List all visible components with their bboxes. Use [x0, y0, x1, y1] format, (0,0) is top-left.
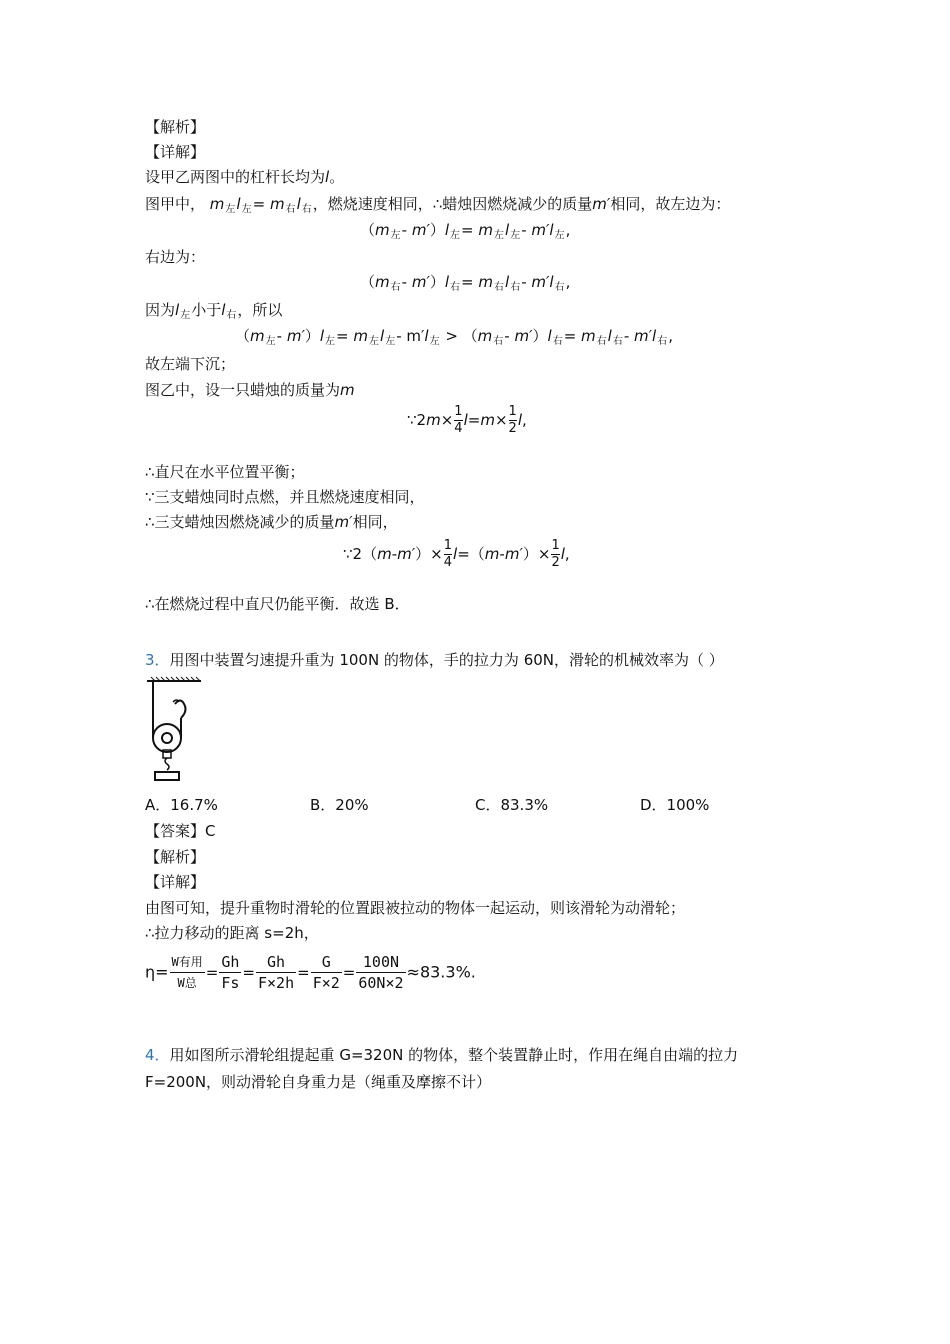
option-c: C．83.3%	[475, 796, 549, 814]
because-line: 因为$l_左$小于$l_右$，所以	[145, 301, 283, 321]
question-4: 4．用如图所示滑轮组提起重 G=320N 的物体，整个装置静止时，作用在绳自由端的拉力	[145, 1046, 739, 1064]
same-time-line: ∵三支蜡烛同时点燃，并且燃烧速度相同，	[145, 488, 425, 506]
option-a: A．16.7%	[145, 796, 218, 814]
q3-explain: 由图可知，提升重物时滑轮的位置跟被拉动的物体一起运动，则该滑轮为动滑轮；	[145, 899, 686, 917]
q2-paragraph-1: 设甲乙两图中的杠杆长均为l。	[145, 168, 345, 186]
balance-line: ∴直尺在水平位置平衡；	[145, 463, 305, 481]
answer-label: 【答案】C	[145, 822, 216, 840]
question-number: 4．	[145, 1046, 170, 1064]
equation-right-side: （$m_右-$ $m')l_右= m_右l_右-$ $m'l_右$,	[360, 273, 571, 293]
efficiency-equation: η= $\frac{\text{W有用}}{\text{W总}}$ = $\frac{Gh}{Fs}$ = $\frac{Gh}{F\times 2h}$ = $\frac{G}{F\times 2}$ = $\frac{100N}{60N\times 2}$ ≈83.3%.	[145, 953, 476, 992]
q2-paragraph-2: 图甲中， $m_左l_左= m_右l_右$，燃烧速度相同，∴蜡烛因燃烧减少的质量m′相同，故左边为：	[145, 195, 731, 215]
same-mass-line: ∴三支蜡烛因燃烧减少的质量m′相同，	[145, 513, 398, 531]
inequality-equation: （$m_左-$ $m')l_左= m_左l_左-$ $m'l_左 > (m_右-$ $m')l_右= m_右l_右-$ $m'l_右$,	[235, 327, 673, 347]
equation-balance-2: ∵2（m-m′）× $\frac{1}{4}$ l=（m-m′）× $\frac{1}{2}$ l,	[343, 538, 570, 570]
analysis-label-2: 【解析】	[145, 848, 206, 866]
left-down-line: 故左端下沉；	[145, 355, 236, 373]
figure-b-line: 图乙中，设一只蜡烛的质量为m	[145, 381, 355, 399]
equation-left-side: （$m_左-$ $m')l_左= m_左l_左-$ $m'l_左$,	[360, 221, 571, 241]
option-d: D．100%	[640, 796, 710, 814]
question-4-line-2: F=200N，则动滑轮自身重力是（绳重及摩擦不计）	[145, 1073, 492, 1091]
detail-label-2: 【详解】	[145, 873, 206, 891]
question-number: 3．	[145, 651, 170, 669]
q3-distance: ∴拉力移动的距离 s=2h，	[145, 924, 319, 942]
option-b: B．20%	[310, 796, 369, 814]
detail-label: 【详解】	[145, 143, 206, 161]
equation-balance-1: ∵2m× $\frac{1}{4}$ l=m× $\frac{1}{2}$ l,	[407, 404, 527, 436]
conclusion-line: ∴在燃烧过程中直尺仍能平衡．故选 B．	[145, 595, 410, 613]
right-side-label: 右边为：	[145, 248, 206, 266]
question-3: 3．用图中装置匀速提升重为 100N 的物体，手的拉力为 60N，滑轮的机械效率为（ ）	[145, 651, 724, 669]
pulley-figure	[145, 676, 205, 786]
analysis-label: 【解析】	[145, 118, 206, 136]
